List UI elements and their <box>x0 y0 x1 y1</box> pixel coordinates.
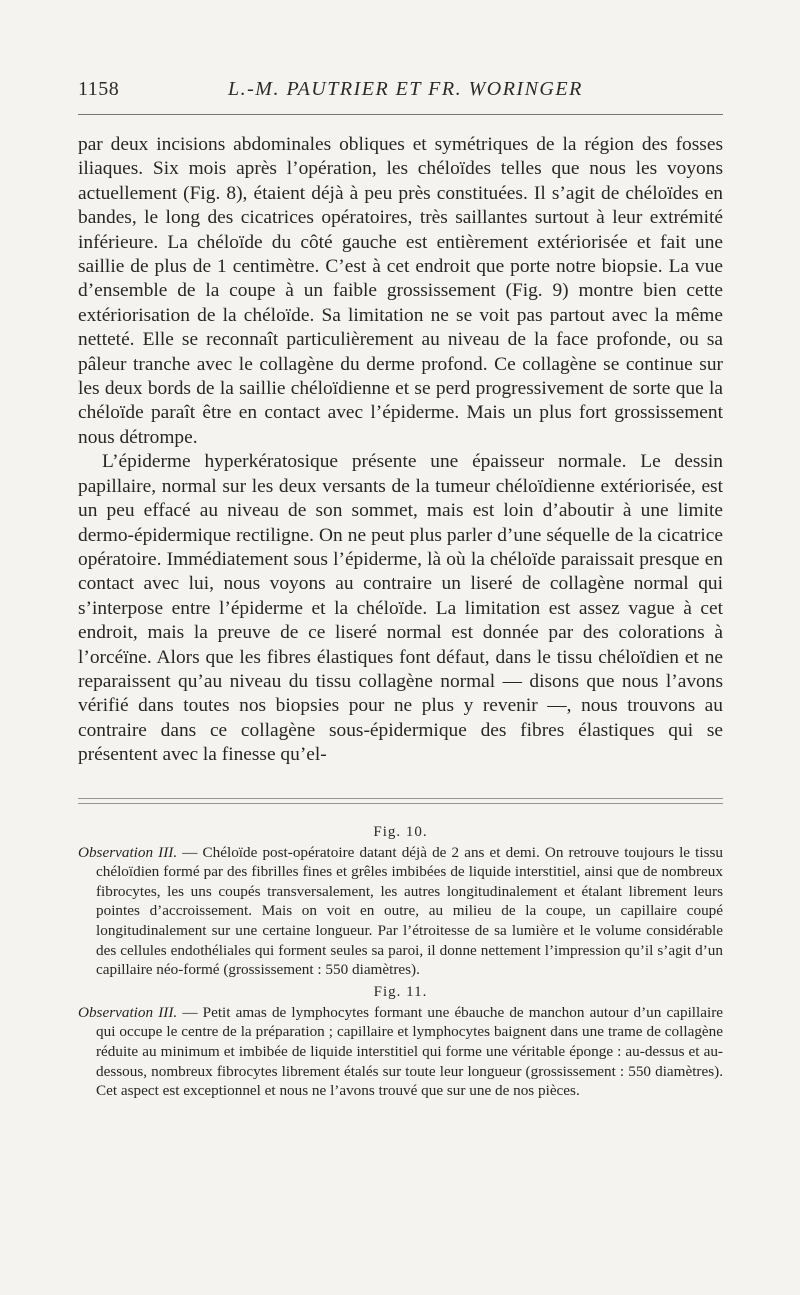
body-paragraph-1: par deux incisions abdominales obliques et symétriques de la région des fosses iliaques. Six mois après l’opération, les chéloïdes telles que nous les voyons actuellement (Fig. 8), étaient déjà à peu près constituées. Il s’agit de chéloïdes en bandes, le long des cicatrices opératoires, très saillantes surtout à leur extrémité inférieure. La chéloïde du côté gauche est entièrement extériorisée et fait une saillie de plus de 1 centimètre. C’est à cet endroit que porte notre biopsie. La vue d’ensemble de la coupe à un faible grossissement (Fig. 9) montre bien cette extériorisation de la chéloïde. Sa limitation ne se voit pas partout avec la même netteté. Elle se reconnaît particulièrement au niveau de la face profonde, ou sa pâleur tranche avec le collagène du derme profond. Ce collagène se continue sur les deux bords de la saillie chéloïdienne et se perd progressivement de sorte que la chéloïde paraît être en contact avec l’épiderme. Mais un plus fort grossissement nous détrompe. <box>78 134 723 448</box>
body-paragraph-2: L’épiderme hyperkératosique présente une épaisseur normale. Le dessin papillaire, normal sur les deux versants de la tumeur chéloïdienne extériorisée, est un peu effacé au niveau de son sommet, mais est loin d’aboutir à une limite dermo-épidermique rectiligne. On ne peut plus parler d’une séquelle de la cicatrice opératoire. Immédiatement sous l’épiderme, là où la chéloïde paraissait presque en contact avec lui, nous voyons au contraire un liseré de collagène normal qui s’interpose entre l’épiderme et la chéloïde. La limitation est assez vague à cet endroit, mais la preuve de ce liseré normal est donnée par des colorations à l’orcéïne. Alors que les fibres élastiques font défaut, dans le tissu chéloïdien et ne reparaissent qu’au niveau du tissu collagène normal — disons que nous l’avons vérifié dans toutes nos biopsies pour ne plus y revenir —, nous trouvons au contraire dans ce collagène sous-épidermique des fibres élastiques qui se présentent avec la finesse qu’el- <box>78 451 723 766</box>
running-title: L.-M. PAUTRIER ET FR. WORINGER <box>228 78 583 100</box>
header-rule <box>78 114 723 115</box>
figure-legend-11 <box>78 1003 723 1101</box>
figure-caption-11: Fig. 11. <box>373 983 428 1000</box>
separator-rule-top <box>78 798 723 799</box>
legend-text-10: — Chéloïde post-opératoire datant déjà de 2 ans et demi. On retrouve toujours le tissu chéloïdien formé par des fibrilles fines et grêles imbibées de liquide interstitiel, ainsi que de nombreux fibrocytes, les uns coupés transversalement, les autres longitudinalement et étalant librement leurs pointes d’accroissement. Mais on voit en outre, au milieu de la coupe, un capillaire coupé longitudinalement sur une certaine longueur. Par l’étroitesse de sa lumière et le volume considérable des cellules endothéliales qui forment seules sa paroi, il donne nettement l’impression qu’il s’agit d’un capillaire néo-formé (grossissement : 550 diamètres). <box>96 843 723 979</box>
book-page <box>78 78 723 1101</box>
figure-caption-10: Fig. 10. <box>373 823 428 840</box>
legend-lead-10: Observation III. <box>78 843 178 861</box>
figure-legend-10 <box>78 843 723 980</box>
running-head <box>78 78 723 104</box>
separator-rule-bottom <box>78 803 723 804</box>
footnote-separator <box>78 798 723 804</box>
legend-lead-11: Observation III. <box>78 1003 178 1021</box>
page-number: 1158 <box>78 78 120 100</box>
legend-text-11: — Petit amas de lymphocytes formant une ébauche de manchon autour d’un capillaire qui occupe le centre de la préparation ; capillaire et lymphocytes baignent dans une trame de collagène réduite au minimum et imbibée de liquide interstitiel qui forme une véritable éponge : au-dessus et au-dessous, nombreux fibrocytes librement étalés sur toute leur longueur (grossissement : 550 diamètres). Cet aspect est exceptionnel et nous ne l’avons trouvé que sur une de nos pièces. <box>96 1003 723 1100</box>
